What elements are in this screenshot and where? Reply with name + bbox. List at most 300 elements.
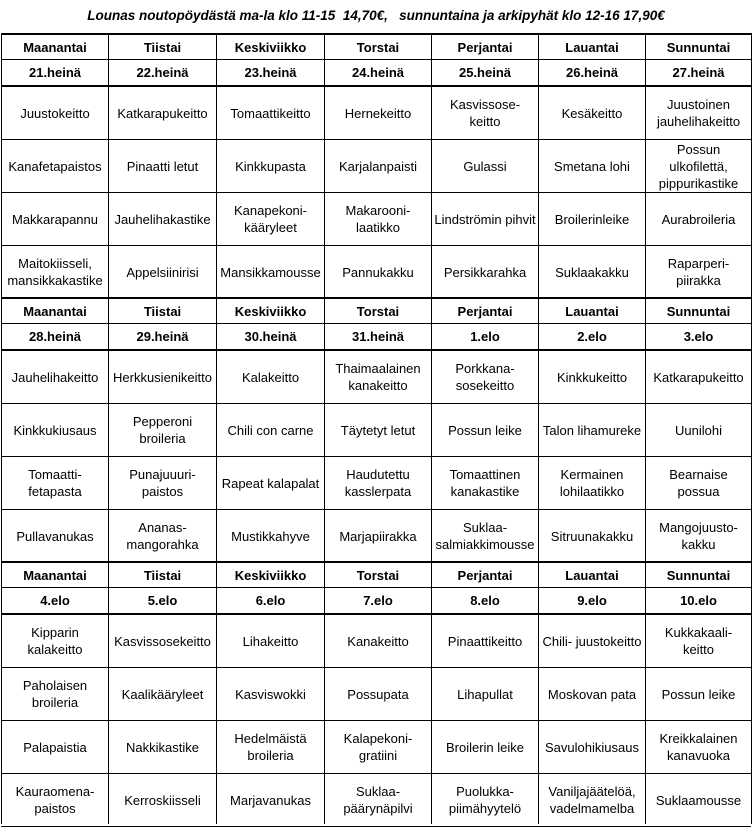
dish-cell [325, 615, 431, 667]
dish-cell [646, 193, 751, 245]
day-header [646, 299, 751, 323]
date-header-text [470, 592, 500, 609]
dish-cell [539, 668, 645, 720]
dish-cell [109, 668, 216, 720]
date-header-line: 31.heinä [351, 329, 405, 344]
dish-cell-line: pippurikastike [658, 175, 739, 191]
dish-cell [217, 510, 324, 562]
dish-cell [432, 87, 538, 139]
dish-cell-text [234, 730, 306, 764]
date-header [432, 60, 538, 85]
dish-cell-line: Pinaattikeitto [447, 633, 523, 649]
day-header [646, 563, 751, 587]
dish-cell-text [548, 783, 635, 817]
dish-cell [2, 193, 108, 245]
day-header-text [565, 567, 618, 584]
date-header-line: 6.elo [255, 593, 286, 608]
date-header-text [566, 64, 618, 81]
date-header-text [672, 64, 724, 81]
dish-cell-line: kalakeitto [27, 642, 83, 657]
day-header [646, 35, 751, 59]
dish-cell-line: kasslerpata [344, 484, 412, 499]
day-header-text [667, 303, 731, 320]
dish-cell [109, 246, 216, 298]
date-header [217, 324, 324, 349]
dish-cell-text [450, 96, 520, 130]
dish-cell-text [434, 211, 535, 228]
column-divider [216, 33, 217, 824]
day-header-text [565, 39, 618, 56]
dish-cell-line: Marjapiirakka [339, 528, 417, 544]
dish-cell [217, 193, 324, 245]
day-header-line: Maanantai [23, 303, 87, 319]
dish-cell-text [243, 633, 299, 650]
dish-cell [325, 668, 431, 720]
dish-cell-line: Pullavanukas [16, 528, 94, 544]
dish-cell-line: Palapaistia [23, 739, 87, 755]
dish-cell-line: gratiini [358, 748, 398, 763]
dish-cell [2, 87, 108, 139]
date-header-text [40, 592, 70, 609]
dish-cell-text [228, 422, 314, 439]
dish-cell-line: Aurabroileria [661, 211, 736, 227]
column-divider [431, 33, 432, 824]
dish-cell-text [114, 633, 211, 650]
date-header-line: 10.elo [680, 593, 717, 608]
dish-cell-text [343, 783, 412, 817]
dish-cell [109, 140, 216, 192]
dish-cell-text [668, 255, 729, 289]
date-header-line: 4.elo [40, 593, 70, 608]
dish-cell-line: Possun leike [448, 422, 522, 438]
dish-cell-line: kanavuoka [667, 748, 730, 763]
day-header-line: Maanantai [23, 567, 87, 583]
date-header-line: 8.elo [470, 593, 500, 608]
dish-cell-line: Smetana lohi [554, 158, 630, 174]
dish-cell [109, 87, 216, 139]
dish-cell-line: Ananas- [138, 520, 187, 535]
date-header-line: 25.heinä [458, 65, 512, 80]
dish-cell [2, 774, 108, 826]
dish-cell-line: Kesäkeitto [561, 105, 623, 121]
date-header [646, 588, 751, 613]
date-header-text [29, 64, 81, 81]
dish-cell-text [220, 264, 320, 281]
dish-cell-line: Marjavanukas [230, 792, 311, 808]
dish-cell [539, 87, 645, 139]
dish-cell-line: Thaimaalainen [335, 361, 421, 376]
dish-cell-text [133, 413, 192, 447]
dish-cell-line: keitto [682, 642, 715, 657]
dish-cell-line: Hernekeitto [344, 105, 412, 121]
dish-cell-text [339, 158, 417, 175]
dish-cell-text [345, 202, 410, 236]
dish-cell-line: Tomaattikeitto [230, 105, 311, 121]
dish-cell-text [347, 633, 408, 650]
dish-cell [325, 351, 431, 403]
date-header-text [29, 328, 81, 345]
dish-cell-text [345, 466, 411, 500]
dish-cell-text [113, 369, 212, 386]
day-header-line: Keskiviikko [234, 567, 307, 583]
column-divider [324, 33, 325, 824]
dish-cell-text [339, 528, 416, 545]
date-header-line: 22.heinä [136, 65, 189, 80]
day-header-line: Torstai [356, 39, 400, 55]
dish-cell-line: Pepperoni [132, 414, 193, 429]
dish-cell-text [342, 264, 414, 281]
dish-cell-line: Moskovan pata [547, 686, 637, 702]
dish-cell [539, 193, 645, 245]
dish-cell-text [543, 422, 641, 439]
date-header [325, 588, 431, 613]
day-header-line: Lauantai [565, 303, 619, 319]
dish-cell-line: piimähyytelö [448, 801, 522, 816]
dish-cell-line: Pinaatti letut [126, 158, 199, 174]
date-header [325, 324, 431, 349]
dish-cell-line: Haudutettu [346, 467, 410, 482]
dish-cell [325, 246, 431, 298]
dish-cell [539, 457, 645, 509]
dish-cell-line: Suklaa- [462, 520, 508, 535]
day-header-text [357, 39, 399, 56]
dish-cell-line: Kreikkalainen [659, 731, 738, 746]
dish-cell [646, 457, 751, 509]
dish-cell [217, 140, 324, 192]
dish-cell-text [444, 264, 526, 281]
day-header-line: Sunnuntai [666, 567, 731, 583]
dish-cell [109, 404, 216, 456]
dish-cell-line: Kalakeitto [241, 369, 300, 385]
dish-cell [109, 193, 216, 245]
dish-cell-line: Tomaattinen [449, 467, 521, 482]
dish-cell-text [122, 686, 204, 703]
dish-cell-line: Lindströmin pihvit [434, 211, 536, 227]
day-header [432, 299, 538, 323]
dish-cell-line: Tomaatti- [28, 467, 82, 482]
dish-cell-line: Appelsiinirisi [126, 264, 199, 280]
column-divider [1, 33, 2, 824]
dish-cell-line: fetapasta [28, 484, 82, 499]
dish-cell-line: Karjalanpaisti [338, 158, 418, 174]
dish-cell-text [23, 677, 87, 711]
date-header-text [577, 592, 607, 609]
day-header-text [23, 39, 87, 56]
dish-cell [539, 774, 645, 826]
dish-cell-text [450, 466, 521, 500]
day-header [2, 563, 108, 587]
date-header-line: 26.heinä [565, 65, 619, 80]
dish-cell-line: päärynäpilvi [343, 801, 413, 816]
day-header-line: Keskiviikko [234, 39, 307, 55]
dish-cell-line: paistos [34, 801, 76, 816]
dish-cell-text [548, 686, 636, 703]
date-header-line: 3.elo [683, 329, 714, 344]
menu-title: Lounas noutopöydästä ma-la klo 11-15 14,70€, sunnuntaina ja arkipyhät klo 12-16 17,90€ [87, 8, 665, 23]
day-header [109, 299, 216, 323]
date-header-line: 5.elo [147, 593, 178, 608]
dish-cell [109, 510, 216, 562]
dish-cell-text [657, 96, 740, 130]
dish-cell-line: Kauraomena- [15, 784, 95, 799]
dish-cell-line: Kasviswokki [235, 686, 306, 702]
dish-cell-text [117, 105, 207, 122]
dish-cell-line: kääryleet [244, 220, 297, 235]
dish-cell-line: kanakeitto [348, 378, 408, 393]
dish-cell-line: Katkarapukeitto [117, 105, 208, 121]
dish-cell-text [13, 422, 96, 439]
dish-cell-text [126, 519, 198, 553]
dish-cell-text [555, 211, 629, 228]
dish-cell-line: Katkarapukeitto [653, 369, 744, 385]
day-header [217, 35, 324, 59]
day-header [109, 35, 216, 59]
dish-cell-line: broileria [247, 748, 294, 763]
date-header-text [470, 328, 500, 345]
dish-cell-line: kakku [681, 537, 716, 552]
dish-cell-line: Mangojuusto- [659, 520, 738, 535]
dish-cell-text [28, 624, 83, 658]
column-divider [645, 33, 646, 824]
dish-cell-text [341, 422, 415, 439]
dish-cell [217, 721, 324, 773]
dish-cell-line: Sitruunakakku [550, 528, 634, 544]
dish-cell [217, 87, 324, 139]
dish-cell-line: broileria [139, 431, 186, 446]
dish-cell [109, 351, 216, 403]
dish-cell-text [562, 105, 623, 122]
dish-cell-line: Kasvissosekeitto [114, 633, 211, 649]
dish-cell-line: Persikkarahka [443, 264, 527, 280]
date-header-text [244, 328, 296, 345]
dish-cell-line: Kinkkukiusaus [13, 422, 97, 438]
dish-cell-line: Kukkakaali- [664, 625, 733, 640]
dish-cell-line: Possupata [347, 686, 409, 702]
dish-cell-line: Vaniljajäätelöä, [548, 784, 636, 799]
dish-cell-text [662, 686, 736, 703]
dish-cell-text [12, 369, 99, 386]
dish-cell-line: keitto [469, 114, 501, 129]
dish-cell-line: Possun [676, 141, 721, 157]
dish-cell-text [662, 211, 736, 228]
dish-cell-text [551, 528, 633, 545]
dish-cell [646, 721, 751, 773]
column-divider [108, 33, 109, 824]
dish-cell [325, 774, 431, 826]
dish-cell-line: Nakkikastike [126, 739, 199, 755]
dish-cell [2, 615, 108, 667]
dish-cell-line: Lihakeitto [242, 633, 299, 649]
dish-cell [646, 246, 751, 298]
day-header [325, 563, 431, 587]
dish-cell-line: mansikkakastike [7, 273, 103, 288]
dish-cell [2, 457, 108, 509]
dish-cell-line: Herkkusienikeitto [113, 369, 212, 385]
date-header-text [684, 328, 714, 345]
dish-cell-text [656, 792, 741, 809]
dish-cell-line: Makkarapannu [12, 211, 98, 227]
day-header-text [235, 567, 307, 584]
dish-cell-line: Suklaamousse [655, 792, 742, 808]
date-header-text [244, 64, 296, 81]
dish-cell [539, 721, 645, 773]
dish-cell-text [230, 105, 310, 122]
day-header-text [144, 303, 181, 320]
dish-cell-text [235, 686, 306, 703]
dish-cell-line: Maitokiisseli, [18, 256, 92, 271]
dish-cell-text [448, 422, 522, 439]
dish-cell [539, 246, 645, 298]
dish-cell-text [347, 686, 408, 703]
date-header-line: 24.heinä [351, 65, 405, 80]
dish-cell-line: Kalapekoni- [343, 731, 413, 746]
dish-cell-line: Kanafetapaistos [8, 158, 102, 174]
day-header [325, 299, 431, 323]
date-header [109, 60, 216, 85]
dish-cell [2, 510, 108, 562]
date-header-line: 21.heinä [28, 65, 82, 80]
dish-cell-text [436, 519, 535, 553]
day-header [539, 299, 645, 323]
dish-cell [646, 774, 751, 826]
dish-cell [646, 668, 751, 720]
dish-cell [432, 457, 538, 509]
date-header [217, 588, 324, 613]
date-header [2, 60, 108, 85]
dish-cell [325, 87, 431, 139]
dish-cell-line: Juustoinen [667, 97, 730, 112]
dish-cell-text [449, 783, 521, 817]
dish-cell-line: ulkofilettä, [669, 158, 728, 174]
day-header-line: Lauantai [565, 39, 619, 55]
day-header-line: Tiistai [143, 303, 182, 319]
column-divider [538, 33, 539, 824]
dish-cell-line: Jauhelihakeitto [11, 369, 99, 385]
dish-cell [432, 193, 538, 245]
dish-cell-line: mangorahka [126, 537, 199, 552]
day-header [109, 563, 216, 587]
dish-cell-text [659, 730, 737, 764]
dish-cell-text [126, 264, 198, 281]
dish-cell [217, 351, 324, 403]
dish-cell-line: Suklaakakku [555, 264, 629, 280]
dish-cell-line: Kinkkukeitto [556, 369, 628, 385]
dish-cell [325, 140, 431, 192]
dish-cell [325, 721, 431, 773]
dish-cell-line: vadelmamelba [549, 801, 635, 816]
dish-cell [646, 615, 751, 667]
date-header [217, 60, 324, 85]
dish-cell-text [554, 158, 630, 175]
dish-cell-line: Bearnaise [669, 467, 728, 482]
dish-cell-text [231, 528, 310, 545]
dish-cell-text [344, 730, 413, 764]
day-header [539, 563, 645, 587]
date-header-text [352, 64, 404, 81]
dish-cell-line: Punajuuuri- [129, 467, 196, 482]
dish-cell-line: sosekeitto [455, 378, 515, 393]
dish-cell-line: Täytetyt letut [340, 422, 416, 438]
dish-cell [325, 510, 431, 562]
dish-cell [432, 140, 538, 192]
day-header-text [667, 567, 731, 584]
date-header [109, 324, 216, 349]
dish-cell-text [23, 739, 87, 756]
day-header [217, 299, 324, 323]
dish-cell-text [242, 369, 299, 386]
dish-cell [539, 404, 645, 456]
date-header [432, 324, 538, 349]
dish-cell-text [545, 739, 639, 756]
dish-cell [2, 668, 108, 720]
dish-cell-text [7, 255, 102, 289]
dish-cell-line: Kanapekoni- [234, 203, 307, 218]
date-header-text [352, 328, 404, 345]
dish-cell-text [114, 211, 210, 228]
dish-cell [432, 774, 538, 826]
dish-cell [217, 774, 324, 826]
dish-cell-line: lohilaatikko [559, 484, 625, 499]
dish-cell-line: Suklaa- [355, 784, 401, 799]
dish-cell [2, 404, 108, 456]
day-header-line: Torstai [356, 303, 400, 319]
date-header [539, 588, 645, 613]
day-header-line: Keskiviikko [234, 303, 307, 319]
dish-cell [646, 510, 751, 562]
dish-cell-text [669, 466, 728, 500]
dish-cell-text [126, 739, 199, 756]
dish-cell [432, 404, 538, 456]
date-header [2, 588, 108, 613]
dish-cell-line: piirakka [676, 273, 721, 288]
day-header-line: Sunnuntai [666, 39, 731, 55]
dish-cell [325, 193, 431, 245]
dish-cell [109, 774, 216, 826]
day-header [325, 35, 431, 59]
date-header [2, 324, 108, 349]
dish-cell-text [235, 158, 306, 175]
date-header-text [363, 592, 393, 609]
day-header-text [458, 303, 513, 320]
dish-cell [109, 457, 216, 509]
dish-cell-line: Hedelmäistä [234, 731, 307, 746]
dish-cell-text [12, 211, 98, 228]
dish-cell-line: possua [677, 484, 720, 499]
dish-cell-line: Mansikkamousse [220, 264, 321, 280]
dish-cell-line: Broilerinleike [554, 211, 630, 227]
date-header-line: 9.elo [577, 593, 607, 608]
dish-cell [325, 457, 431, 509]
dish-cell-text [543, 633, 642, 650]
dish-cell-line: Kipparin [31, 625, 79, 640]
dish-cell-text [455, 360, 514, 394]
dish-cell-text [230, 792, 311, 809]
day-header [2, 35, 108, 59]
date-header-text [148, 592, 178, 609]
dish-cell-text [335, 360, 420, 394]
dish-cell-line: Kaalikääryleet [121, 686, 204, 702]
date-header-line: 2.elo [577, 329, 607, 344]
day-header-text [667, 39, 731, 56]
dish-cell [646, 404, 751, 456]
day-header-text [23, 303, 87, 320]
date-header-text [577, 328, 607, 345]
date-header [646, 324, 751, 349]
dish-cell-text [16, 783, 95, 817]
date-header-line: 1.elo [470, 329, 500, 344]
dish-cell [2, 351, 108, 403]
dish-cell [109, 721, 216, 773]
